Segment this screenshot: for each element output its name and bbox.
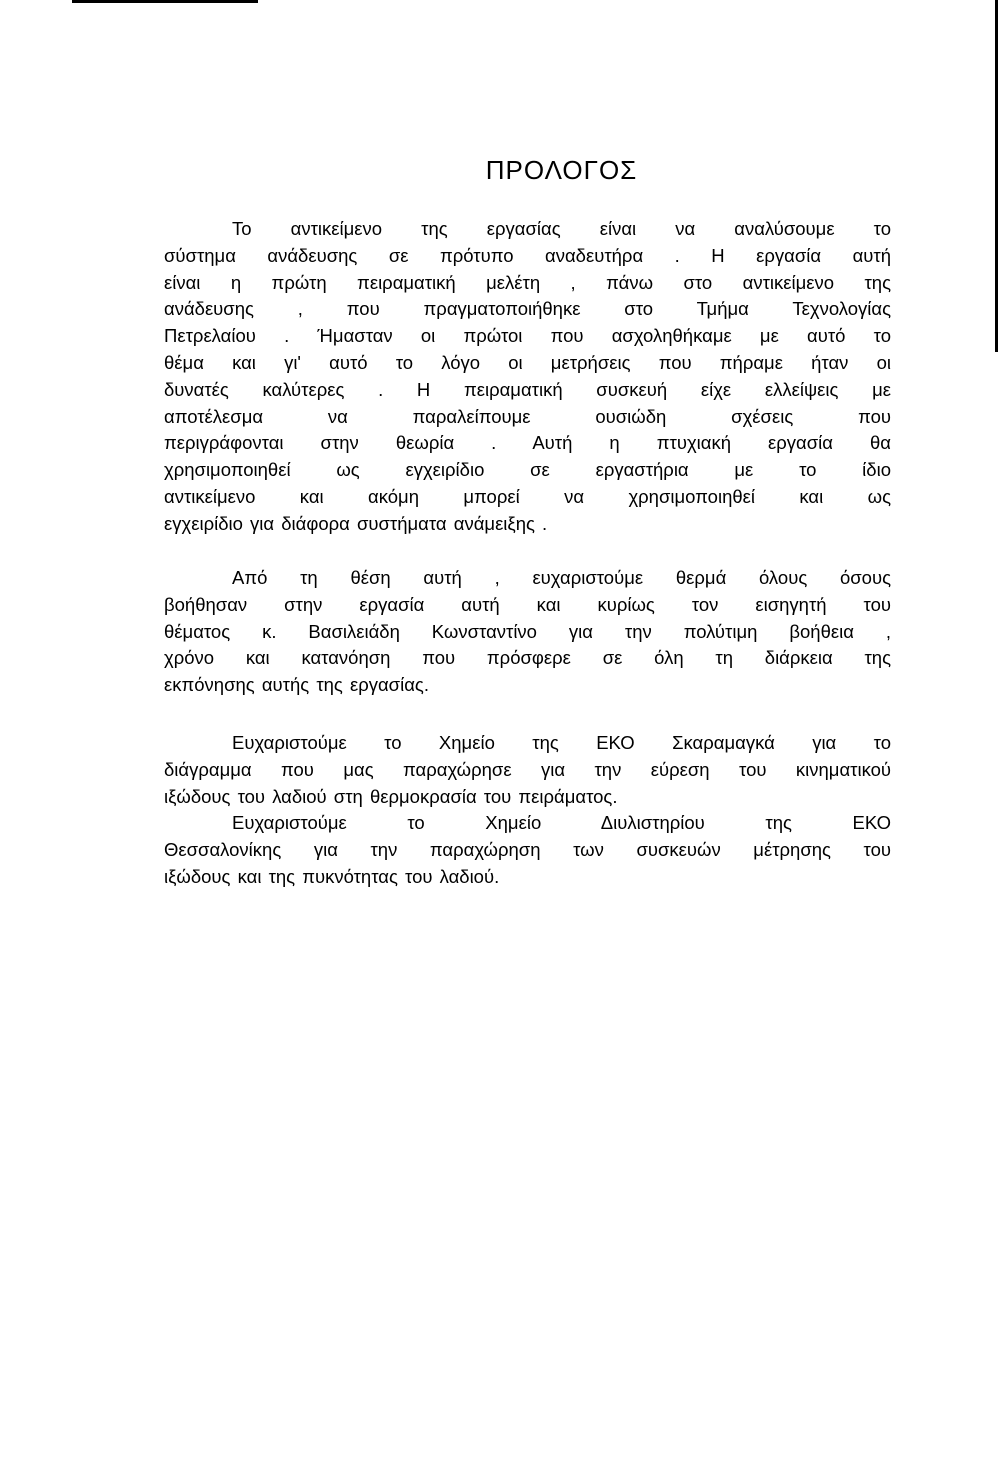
text-line: εγχειρίδιο για διάφορα συστήματα ανάμειξης . — [164, 512, 548, 534]
text-line: ιξώδους και της πυκνότητας του λαδιού. — [164, 865, 500, 887]
text-line: Ευχαριστούμε το Χημείο της ΕΚΟ Σκαραμαγκά για το — [232, 732, 891, 753]
text-line: αποτέλεσμα να παραλείπουμε ουσιώδη σχέσεις που — [164, 405, 891, 427]
text-line: δυνατές καλύτερες . Η πειραματική συσκευή είχε ελλείψεις με — [164, 378, 891, 400]
text-line: χρησιμοποιηθεί ως εγχειρίδιο σε εργαστήρια με το ίδιο — [164, 459, 891, 481]
paragraph-thanks-supervisor — [164, 565, 891, 699]
text-line: θέματος κ. Βασιλειάδη Κωνσταντίνο για την πολύτιμη βοήθεια , — [164, 620, 891, 642]
text-line: βοήθησαν στην εργασία αυτή και κυρίως τον εισηγητή του — [164, 593, 891, 615]
text-line: αντικείμενο και ακόμη μπορεί να χρησιμοποιηθεί και ως — [164, 485, 891, 507]
text-line: Από τη θέση αυτή , ευχαριστούμε θερμά όλους όσους — [232, 567, 891, 588]
text-line: περιγράφονται στην θεωρία . Αυτή η πτυχιακή εργασία θα — [164, 432, 891, 454]
text-line: διάγραμμα που μας παραχώρησε για την εύρεση του κινηματικού — [164, 758, 891, 780]
text-line: χρόνο και κατανόηση που πρόσφερε σε όλη τη διάρκεια της — [164, 647, 891, 669]
paragraph-thanks-skaramagka — [164, 730, 891, 810]
text-line: είναι η πρώτη πειραματική μελέτη , πάνω στο αντικείμενο της — [164, 271, 891, 293]
text-line: ανάδευσης , που πραγματοποιήθηκε στο Τμήμα Τεχνολογίας — [164, 298, 891, 320]
text-line: εκπόνησης αυτής της εργασίας. — [164, 674, 429, 696]
paragraph-thanks-thessaloniki — [164, 810, 891, 890]
text-line: θέμα και γι' αυτό το λόγο οι μετρήσεις που πήραμε ήταν οι — [164, 351, 891, 373]
scan-edge-top — [72, 0, 258, 3]
text-line: ιξώδους του λαδιού στη θερμοκρασία του πειράματος. — [164, 785, 618, 807]
text-line: Πετρελαίου . Ήμασταν οι πρώτοι που ασχοληθήκαμε με αυτό το — [164, 325, 891, 347]
page-title: ΠΡΟΛΟΓΟΣ — [485, 155, 638, 185]
text-line: σύστημα ανάδευσης σε πρότυπο αναδευτήρα . Η εργασία αυτή — [164, 244, 891, 266]
paragraph-intro — [164, 216, 891, 538]
text-line: Ευχαριστούμε το Χημείο Διυλιστηρίου της ΕΚΟ — [232, 812, 891, 833]
text-line: Θεσσαλονίκης για την παραχώρηση των συσκευών μέτρησης του — [164, 838, 891, 860]
text-line: Το αντικείμενο της εργασίας είναι να αναλύσουμε το — [232, 218, 891, 239]
